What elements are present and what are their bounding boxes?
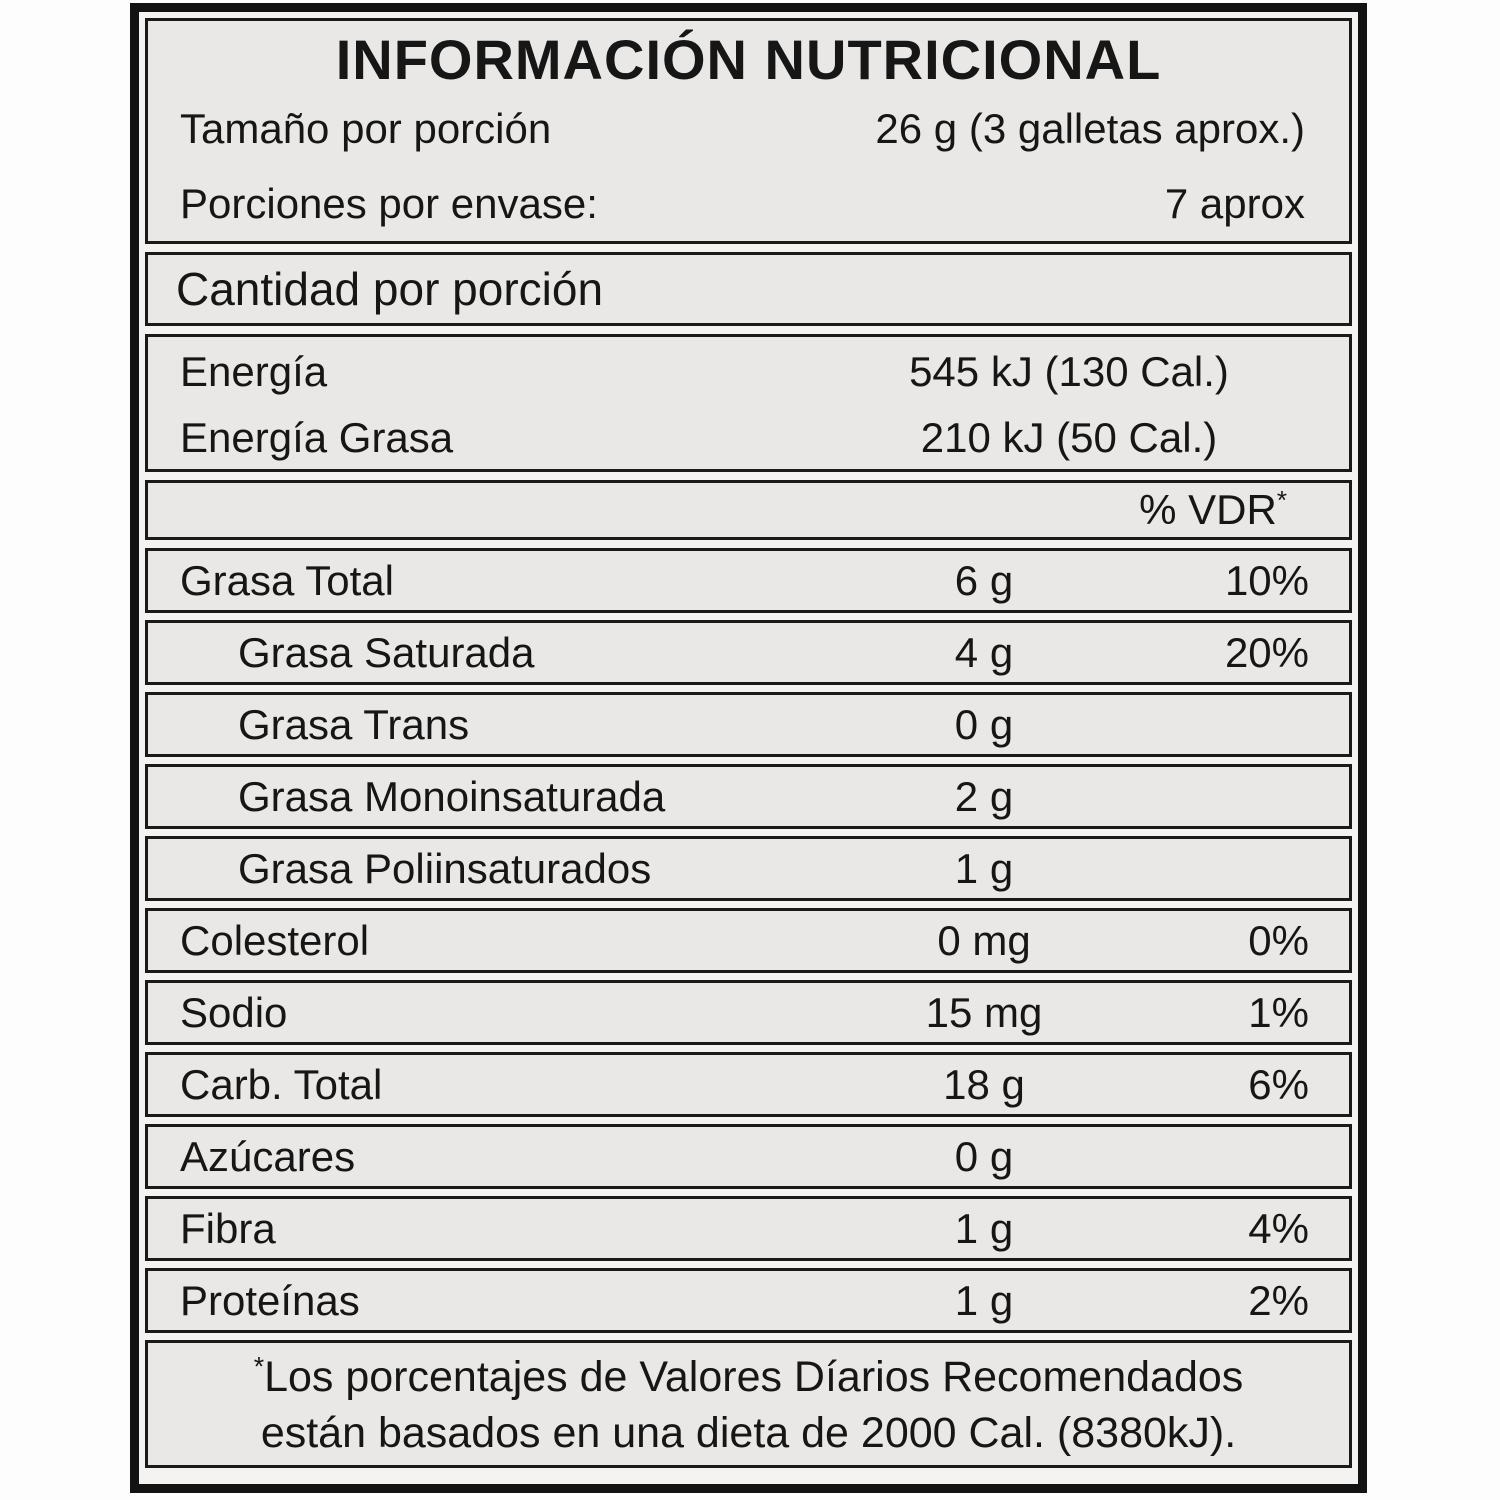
- serving-size-value: 26 g (3 galletas aprox.): [875, 104, 1305, 152]
- servings-per-container-value: 7 aprox: [1164, 179, 1305, 227]
- nutrient-row: [145, 980, 1352, 1045]
- amount-per-serving-header: [145, 252, 1352, 326]
- footnote-section: [145, 1340, 1352, 1468]
- nutrient-label: Carb. Total: [180, 1060, 383, 1108]
- nutrient-amount: 18 g: [943, 1060, 1025, 1108]
- nutrient-row: [145, 908, 1352, 973]
- nutrient-amount: 1 g: [954, 1204, 1014, 1252]
- nutrient-row: [145, 548, 1352, 613]
- nutrient-label: Fibra: [180, 1204, 276, 1252]
- nutrient-label: Sodio: [180, 988, 288, 1036]
- serving-size-row: [148, 91, 1349, 166]
- label-title: INFORMACIÓN NUTRICIONAL: [335, 28, 1162, 91]
- energy-row: [148, 339, 1349, 405]
- nutrients-section: [145, 548, 1352, 1333]
- nutrient-amount: 2 g: [954, 772, 1014, 820]
- nutrient-row: [145, 1124, 1352, 1189]
- nutrient-amount: 0 g: [954, 1132, 1014, 1180]
- nutrient-dv: 10%: [1224, 556, 1309, 604]
- nutrient-amount: 1 g: [954, 1276, 1014, 1324]
- nutrient-dv: 20%: [1224, 628, 1309, 676]
- energy-section: [145, 334, 1352, 472]
- nutrient-dv: 0%: [1248, 916, 1309, 964]
- header-section: [145, 18, 1352, 244]
- nutrient-amount: 0 g: [954, 700, 1014, 748]
- fat-energy-row: [148, 405, 1349, 471]
- energy-value: 545 kJ (130 Cal.): [909, 348, 1229, 395]
- nutrient-dv: 2%: [1248, 1276, 1309, 1324]
- nutrient-row: [145, 1268, 1352, 1333]
- nutrient-amount: 1 g: [954, 844, 1014, 892]
- nutrient-row: [145, 620, 1352, 685]
- energy-label: Energía: [180, 348, 328, 395]
- nutrient-label: Grasa Monoinsaturada: [238, 772, 666, 820]
- nutrient-amount: 6 g: [954, 556, 1014, 604]
- footnote-line1: *Los porcentajes de Valores Díarios Recomendados: [253, 1351, 1244, 1401]
- nutrient-label: Grasa Trans: [238, 700, 470, 748]
- nutrient-row: [145, 1052, 1352, 1117]
- servings-per-container-row: [148, 166, 1349, 241]
- footnote-asterisk: *: [253, 1351, 265, 1382]
- nutrient-amount: 0 mg: [937, 916, 1031, 964]
- daily-value-header-label: % VDR*: [1139, 485, 1287, 533]
- nutrient-row: [145, 692, 1352, 757]
- nutrient-label: Proteínas: [180, 1276, 360, 1324]
- fat-energy-label: Energía Grasa: [180, 414, 454, 461]
- nutrient-label: Azúcares: [180, 1132, 356, 1180]
- nutrient-dv: 4%: [1248, 1204, 1309, 1252]
- nutrient-dv: 1%: [1248, 988, 1309, 1036]
- nutrient-row: [145, 764, 1352, 829]
- nutrient-amount: 4 g: [954, 628, 1014, 676]
- nutrition-label: [130, 3, 1367, 1493]
- servings-per-container-label: Porciones por envase:: [180, 179, 598, 227]
- nutrient-row: [145, 1196, 1352, 1261]
- nutrient-row: [145, 836, 1352, 901]
- serving-size-label: Tamaño por porción: [180, 104, 552, 152]
- nutrient-label: Grasa Saturada: [238, 628, 535, 676]
- footnote-line2: están basados en una dieta de 2000 Cal. (8380kJ).: [260, 1409, 1237, 1457]
- daily-value-header-row: [145, 480, 1352, 540]
- nutrient-label: Colesterol: [180, 916, 370, 964]
- nutrient-dv: 6%: [1248, 1060, 1309, 1108]
- nutrient-label: Grasa Poliinsaturados: [238, 844, 652, 892]
- fat-energy-value: 210 kJ (50 Cal.): [920, 414, 1218, 461]
- nutrient-label: Grasa Total: [180, 556, 394, 604]
- amount-per-serving-label: Cantidad por porción: [176, 263, 604, 315]
- asterisk-mark: *: [1276, 485, 1287, 515]
- nutrient-amount: 15 mg: [925, 988, 1043, 1036]
